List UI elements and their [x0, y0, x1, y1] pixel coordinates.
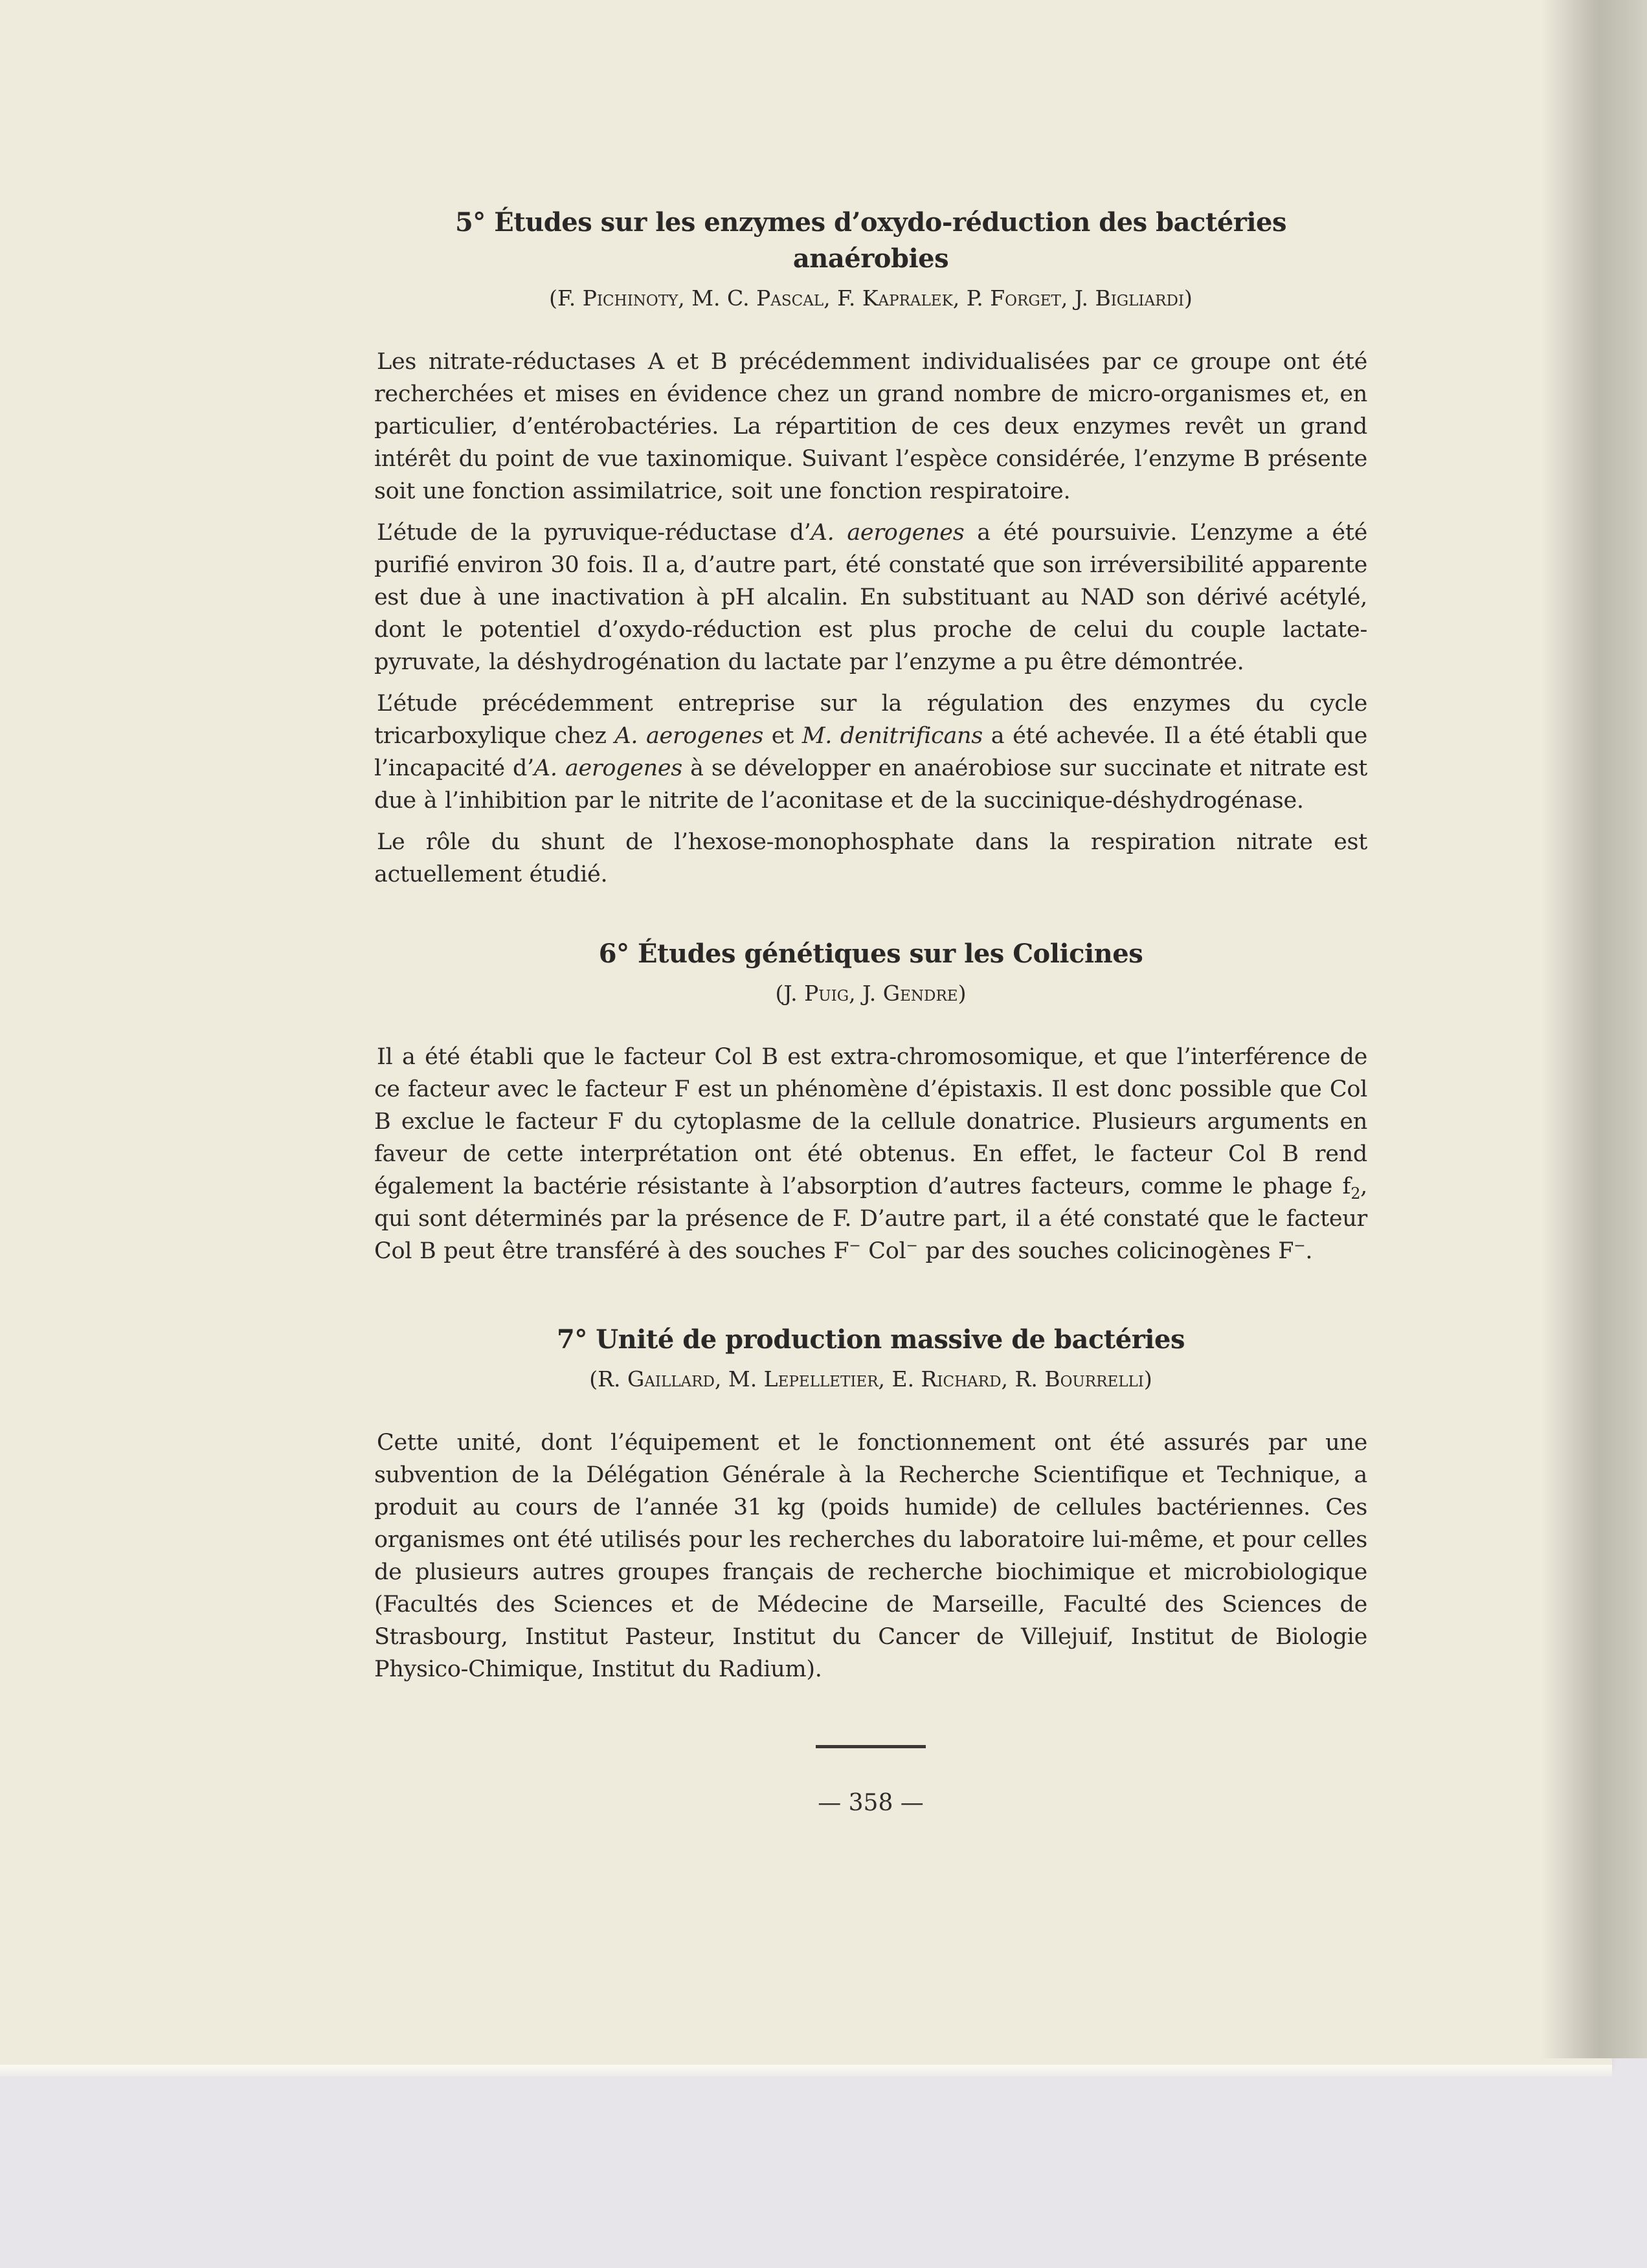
italic-species-name: A. aerogenes: [811, 520, 965, 546]
text-run: et: [763, 723, 802, 749]
superscript: −: [1294, 1238, 1306, 1254]
paragraph: [374, 346, 1367, 507]
text-run: a été poursuivie. L’enzyme a été purifié environ 30 fois. Il a, d’autre part, été constaté que son irréversibilité apparente est due à une inactivation à pH alcalin. En substituant au NAD son dérivé acétylé, dont le potentiel d’oxydo-réduction est plus proche de celui du couple lactate-pyruvate, la déshydrogénation du lactate par l’enzyme a pu être démontrée.: [374, 520, 1367, 675]
text-run: L’étude précédemment entreprise sur la régulation des enzymes du cycle tricarboxylique chez: [374, 691, 1367, 749]
page-content: [374, 205, 1367, 1819]
italic-species-name: A. aerogenes: [533, 755, 682, 781]
text-run: Le rôle du shunt de l’hexose-monophosphate dans la respiration nitrate est actuellement étudié.: [374, 829, 1367, 887]
end-rule-divider: [816, 1745, 926, 1748]
superscript: −: [849, 1238, 861, 1254]
section-authors: (J. Puig, J. Gendre): [775, 981, 967, 1006]
section-authors: (R. Gaillard, M. Lepelletier, E. Richard, R. Bourrelli): [589, 1366, 1152, 1392]
section-authors: (F. Pichinoty, M. C. Pascal, F. Kapralek, P. Forget, J. Bigliardi): [549, 285, 1193, 311]
paragraph: [374, 826, 1367, 891]
text-run: Col: [860, 1238, 906, 1264]
subscript: 2: [1350, 1184, 1361, 1203]
text-run: à se développer en anaérobiose sur succinate et nitrate est due à l’inhibition par le nitrite de l’aconitase et de la succinique-déshydrogénase.: [374, 755, 1367, 814]
text-run: L’étude de la pyruvique-réductase d’: [377, 520, 811, 546]
superscript: −: [906, 1238, 918, 1254]
text-run: Il a été établi que le facteur Col B est extra-chromosomique, et que l’interférence de ce facteur avec le facteur F est un phénomène d’épistaxis. Il est donc possible que Col B exclue le facteur F du cytoplasme de la cellule donatrice. Plusieurs arguments en faveur de cette interprétation ont été obtenus. En effet, le facteur Col B rend également la bactérie résistante à l’absorption d’autres facteurs, comme le phage f: [374, 1044, 1367, 1199]
text-run: a été achevée. Il a été établi que l’incapacité d’: [374, 723, 1367, 781]
text-run: .: [1305, 1238, 1313, 1264]
text-run: Les nitrate-réductases A et B précédemment individualisées par ce groupe ont été recherchées et mises en évidence chez un grand nombre de micro-organismes et, en particulier, d’entérobactéries. La répartition de ces deux enzymes revêt un grand intérêt du point de vue taxinomique. Suivant l’espèce considérée, l’enzyme B présente soit une fonction assimilatrice, soit une fonction respiratoire.: [374, 349, 1367, 504]
paragraph: [374, 1427, 1367, 1685]
text-run: , qui sont déterminés par la présence de F. D’autre part, il a été constaté que le facteur Col B peut être transféré à des souches F: [374, 1173, 1367, 1264]
text-run: par des souches colicinogènes F: [917, 1238, 1294, 1264]
book-gutter-shadow: [1541, 0, 1647, 2058]
section-6-colicines: [374, 936, 1367, 1267]
paragraph: [374, 687, 1367, 817]
section-title: 6° Études génétiques sur les Colicines: [598, 939, 1143, 969]
section-title: 7° Unité de production massive de bactéries: [557, 1324, 1185, 1355]
paragraph: [374, 1041, 1367, 1267]
italic-species-name: M. denitrificans: [801, 723, 983, 749]
paragraph: [374, 517, 1367, 678]
italic-species-name: A. aerogenes: [614, 723, 763, 749]
section-5-redox-enzymes: [374, 205, 1367, 891]
text-run: Cette unité, dont l’équipement et le fonctionnement ont été assurés par une subvention de la Délégation Générale à la Recherche Scientifique et Technique, a produit au cours de l’année 31 kg (poids humide) de cellules bactériennes. Ces organismes ont été utilisés pour les recherches du laboratoire lui-même, et pour celles de plusieurs autres groupes français de recherche biochimique et microbiologique (Facultés des Sciences et de Médecine de Marseille, Faculté des Sciences de Strasbourg, Institut Pasteur, Institut du Cancer de Villejuif, Institut de Biologie Physico-Chimique, Institut du Radium).: [374, 1430, 1367, 1682]
section-title: 5° Études sur les enzymes d’oxydo-réduction des bactéries anaérobies: [454, 207, 1287, 274]
page-number: — 358 —: [818, 1790, 924, 1816]
section-7-bacteria-production: [374, 1322, 1367, 1685]
